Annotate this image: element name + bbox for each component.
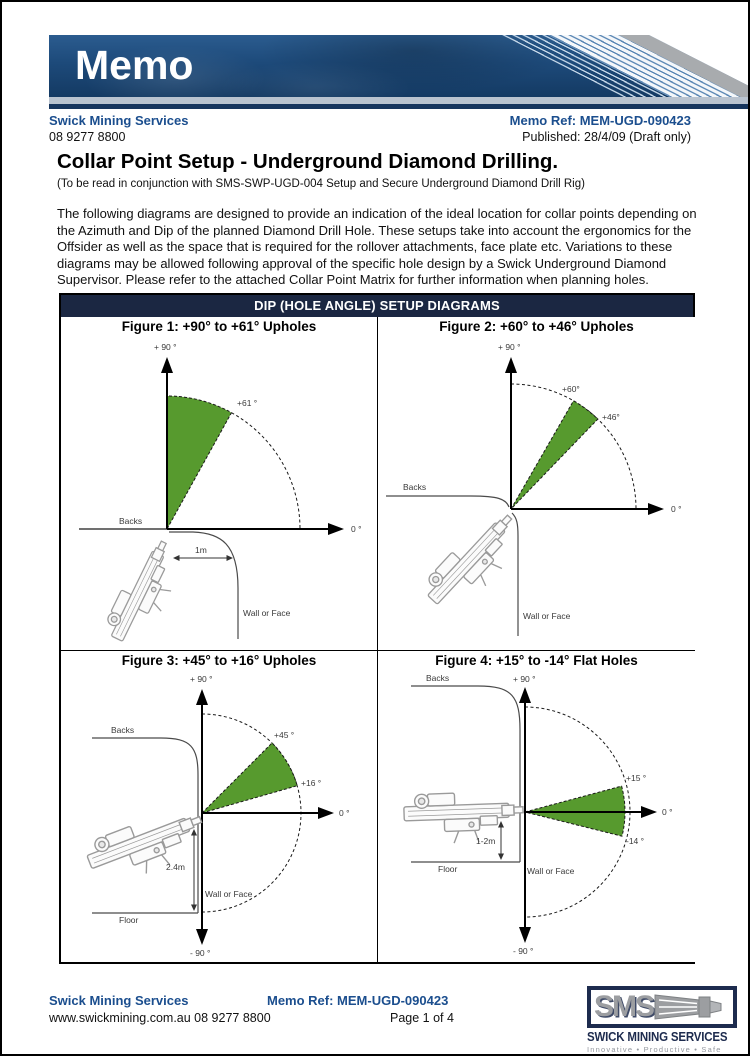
sms-logo-text: SMS	[594, 990, 654, 1023]
axis-right-label: 0 °	[339, 808, 350, 818]
axis-top-label: + 90 °	[190, 674, 213, 684]
banner	[49, 35, 750, 97]
figure-4-title: Figure 4: +15° to -14° Flat Holes	[435, 653, 638, 668]
logo-company-name: SWICK MINING SERVICES	[587, 1030, 728, 1044]
banner-light-bar	[49, 97, 750, 104]
floor-label: Floor	[438, 864, 458, 874]
wedge-angle-label-b: +46°	[602, 412, 620, 422]
figure-3-cell	[61, 651, 378, 962]
header-left	[49, 112, 188, 146]
wall-label: Wall or Face	[523, 611, 571, 621]
axis-top-label: + 90 °	[154, 342, 177, 352]
wall-label: Wall or Face	[205, 889, 253, 899]
header-right	[510, 112, 691, 146]
allowed-angle-wedge	[202, 743, 297, 813]
measure-label: 2.4m	[166, 862, 185, 872]
footer-web-phone: www.swickmining.com.au 08 9277 8800	[49, 1011, 271, 1025]
allowed-angle-wedge	[167, 396, 232, 529]
page-subtitle: (To be read in conjunction with SMS-SWP-UGD-004 Setup and Secure Underground Diamond Drill Rig)	[57, 178, 585, 190]
footer-memo-ref: Memo Ref: MEM-UGD-090423	[267, 993, 449, 1008]
figure-1-title: Figure 1: +90° to +61° Upholes	[121, 319, 317, 334]
floor-label: Floor	[119, 915, 139, 925]
wedge-angle-label-b: -14 °	[626, 836, 645, 846]
footer-company: Swick Mining Services	[49, 993, 189, 1008]
company-phone: 08 9277 8800	[49, 130, 126, 144]
backs-label: Backs	[426, 673, 450, 683]
drill-bit-icon	[653, 991, 729, 1023]
figure-2-diagram	[378, 336, 693, 650]
measure-label: 1m	[195, 545, 207, 555]
wedge-angle-label-a: +60°	[562, 384, 580, 394]
figure-1-diagram	[61, 336, 376, 650]
axis-top-label: + 90 °	[498, 342, 521, 352]
figure-3-title: Figure 3: +45° to +16° Upholes	[121, 653, 317, 668]
axis-bottom-label: - 90 °	[190, 948, 211, 958]
logo-tagline: Innovative • Productive • Safe	[587, 1045, 722, 1054]
company-name: Swick Mining Services	[49, 113, 189, 128]
backs-label: Backs	[119, 516, 143, 526]
sms-logo-box	[587, 986, 737, 1028]
footer-page-number: Page 1 of 4	[390, 1011, 454, 1025]
figure-2-title: Figure 2: +60° to +46° Upholes	[439, 319, 634, 334]
sms-logo	[587, 986, 737, 1054]
wedge-angle-label: +61 °	[237, 398, 258, 408]
wall-label: Wall or Face	[243, 608, 291, 618]
axis-right-label: 0 °	[671, 504, 682, 514]
memo-ref: Memo Ref: MEM-UGD-090423	[509, 113, 691, 128]
figure-3-diagram	[61, 670, 376, 962]
backs-label: Backs	[111, 725, 135, 735]
axis-right-label: 0 °	[351, 524, 362, 534]
table-title: DIP (HOLE ANGLE) SETUP DIAGRAMS	[61, 295, 693, 317]
figure-1-cell	[61, 317, 378, 651]
measure-label: 1-2m	[476, 836, 496, 846]
backs-label: Backs	[403, 482, 427, 492]
banner-navy-bar	[49, 104, 750, 109]
wall-label: Wall or Face	[527, 866, 575, 876]
figure-4-diagram	[378, 670, 693, 962]
axis-bottom-label: - 90 °	[513, 946, 534, 956]
memo-title: Memo	[75, 42, 194, 88]
axis-right-label: 0 °	[662, 807, 673, 817]
wedge-angle-label-a: +15 °	[626, 773, 647, 783]
axis-top-label: + 90 °	[513, 674, 536, 684]
wedge-angle-label-a: +45 °	[274, 730, 295, 740]
wedge-angle-label-b: +16 °	[301, 778, 322, 788]
page-title: Collar Point Setup - Underground Diamond Drilling.	[57, 150, 559, 173]
allowed-angle-wedge	[511, 401, 598, 509]
dip-setup-table	[59, 293, 695, 964]
body-paragraph: The following diagrams are designed to provide an indication of the ideal location for collar points depending on the Azimuth and Dip of the planned Diamond Drill Hole. These setups take into account the ergonomics for the Offsider as well as the space that is required for the rollover attachments, face plate etc. Variations to these diagrams may be allowed following approval of the specific hole design by a Swick Underground Diamond Supervisor. Please refer to the attached Collar Point Matrix for further information when planning holes.	[57, 206, 697, 287]
figure-4-cell	[378, 651, 695, 962]
published-date: Published: 28/4/09 (Draft only)	[522, 130, 691, 144]
figure-2-cell	[378, 317, 695, 651]
